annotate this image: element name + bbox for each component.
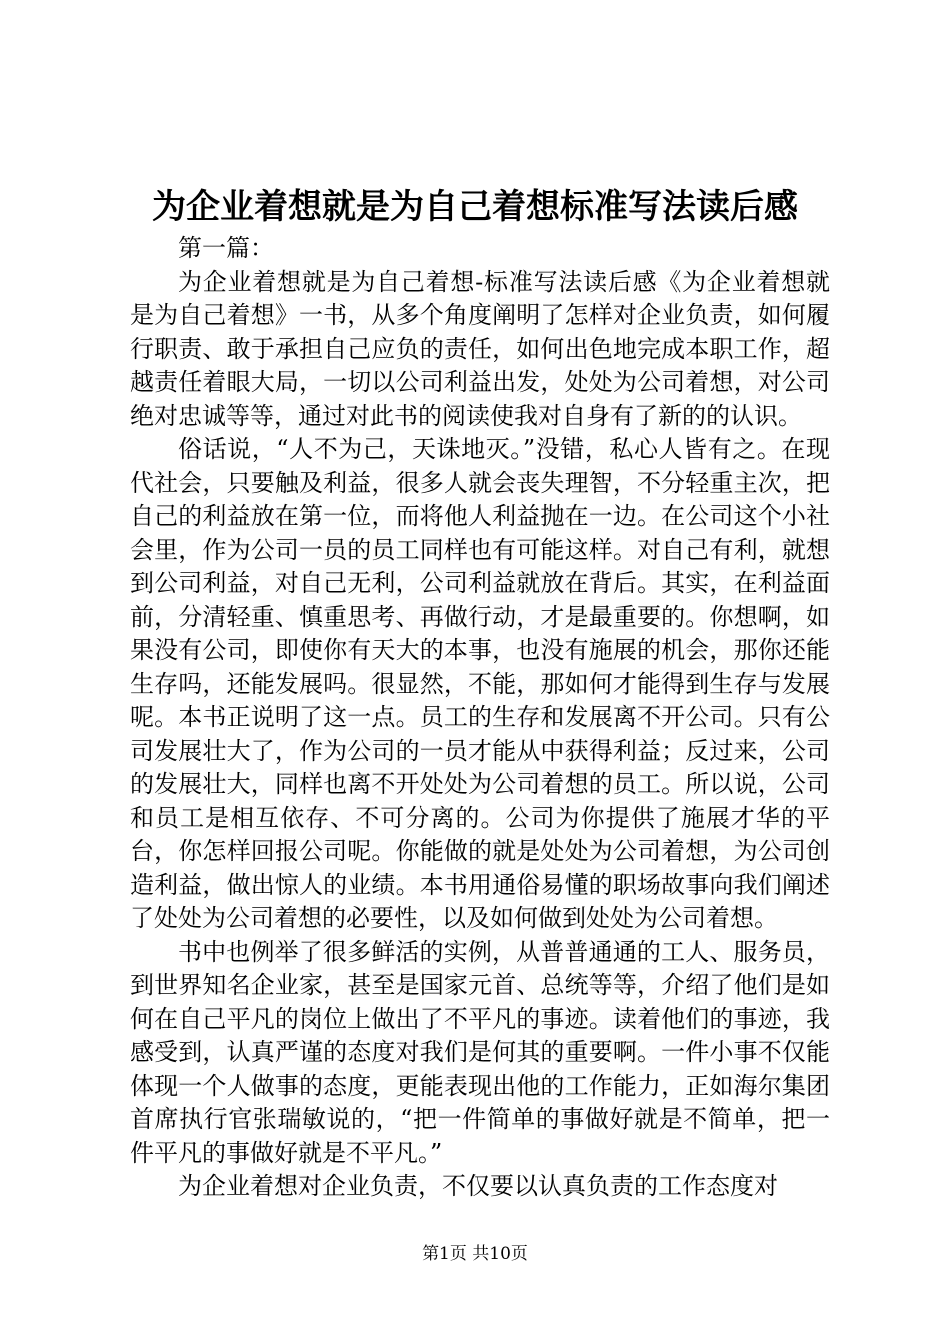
paragraph-section-heading: 第一篇： <box>178 234 274 262</box>
document-title: 为企业着想就是为自己着想标准写法读后感 <box>152 187 798 227</box>
document-body <box>130 232 830 1204</box>
paragraph: 为企业着想对企业负责，不仅要以认真负责的工作态度对 <box>178 1172 778 1200</box>
paragraph: 书中也例举了很多鲜活的实例，从普普通通的工人、服务员，到世界知名企业家，甚至是国家元首、总统等等，介绍了他们是如何在自己平凡的岗位上做出了不平凡的事迹。读着他们的事迹，我感受到，认真严谨的态度对我们是何其的重要啊。一件小事不仅能体现一个人做事的态度，更能表现出他的工作能力，正如海尔集团首席执行官张瑞敏说的，“把一件简单的事做好就是不简单，把一件平凡的事做好就是不平凡。” <box>130 937 830 1167</box>
paragraph: 俗话说，“人不为己，天诛地灭。”没错，私心人皆有之。在现代社会，只要触及利益，很多人就会丧失理智，不分轻重主次，把自己的利益放在第一位，而将他人利益抛在一边。在公司这个小社会里，作为公司一员的员工同样也有可能这样。对自己有利，就想到公司利益，对自己无利，公司利益就放在背后。其实，在利益面前，分清轻重、慎重思考、再做行动，才是最重要的。你想啊，如果没有公司，即使你有天大的本事，也没有施展的机会，那你还能生存吗，还能发展吗。很显然，不能，那如何才能得到生存与发展呢。本书正说明了这一点。员工的生存和发展离不开公司。只有公司发展壮大了，作为公司的一员才能从中获得利益；反过来，公司的发展壮大，同样也离不开处处为公司着想的员工。所以说，公司和员工是相互依存、不可分离的。公司为你提供了施展才华的平台，你怎样回报公司呢。你能做的就是处处为公司着想，为公司创造利益，做出惊人的业绩。本书用通俗易懂的职场故事向我们阐述了处处为公司着想的必要性，以及如何做到处处为公司着想。 <box>130 435 830 932</box>
page-footer: 第1页 共10页 <box>422 1244 528 1264</box>
paragraph: 为企业着想就是为自己着想-标准写法读后感《为企业着想就是为自己着想》一书，从多个角度阐明了怎样对企业负责，如何履行职责、敢于承担自己应负的责任，如何出色地完成本职工作，超越责任着眼大局，一切以公司利益出发，处处为公司着想，对公司绝对忠诚等等，通过对此书的阅读使我对自身有了新的的认识。 <box>130 267 830 430</box>
